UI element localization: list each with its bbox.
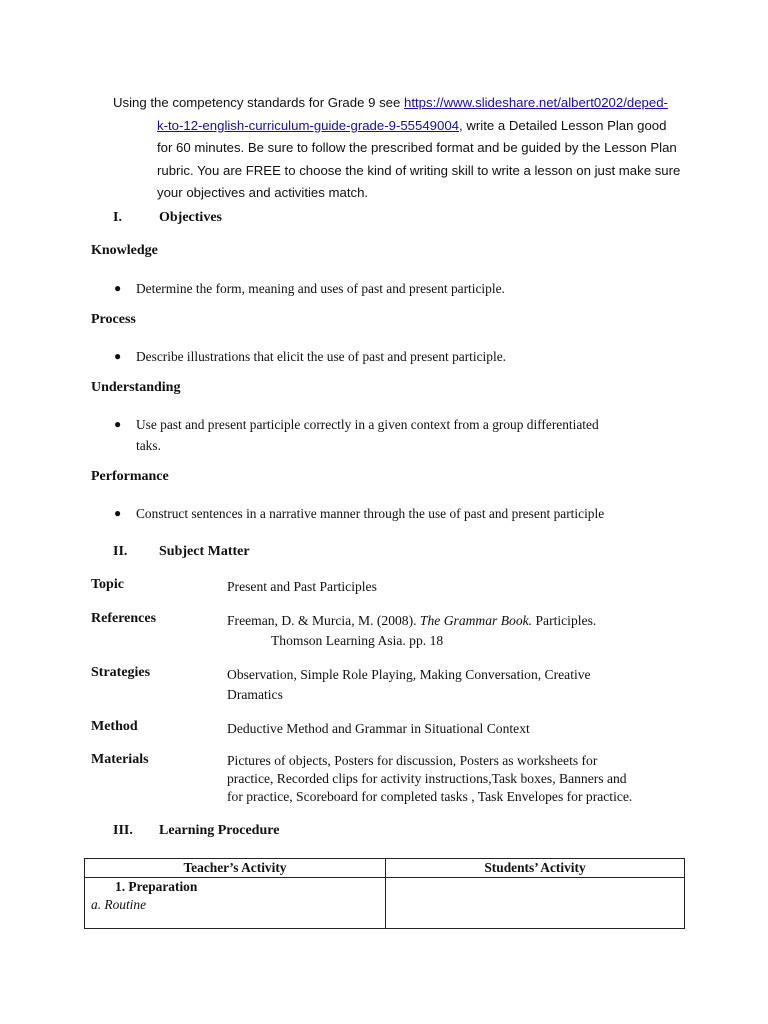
materials-label: Materials bbox=[91, 752, 149, 767]
intro-after-link: , write a Detailed Lesson Plan good bbox=[459, 117, 667, 133]
table-header-row bbox=[85, 859, 685, 878]
students-activity-cell bbox=[386, 878, 685, 929]
knowledge-item: ● Determine the form, meaning and uses of past and present participle. bbox=[136, 278, 696, 299]
materials-value: Pictures of objects, Posters for discussion, Posters as worksheets for practice, Recorded clips for activity instructions,Task boxes, Banners and for practice, Scoreboard for completed tasks , Task Envelopes for practice. bbox=[227, 753, 633, 804]
intro-line5: your objectives and activities match. bbox=[157, 185, 369, 200]
topic-label: Topic bbox=[91, 577, 124, 592]
instructions-paragraph bbox=[113, 92, 683, 205]
references-label: References bbox=[91, 611, 157, 626]
method-value: Deductive Method and Grammar in Situational Context bbox=[227, 721, 530, 736]
teacher-activity-cell bbox=[85, 878, 386, 929]
bullet-icon: ● bbox=[114, 506, 122, 520]
section-subject-matter-heading: II. Subject Matter bbox=[113, 544, 250, 559]
process-item: ● Describe illustrations that elicit the use of past and present participle. bbox=[136, 346, 696, 367]
references-value: Freeman, D. & Murcia, M. (2008). The Grammar Book. Participles. Thomson Learning Asia. pp. 18 bbox=[227, 613, 597, 648]
strategies-label: Strategies bbox=[91, 665, 151, 680]
curriculum-guide-link-continued[interactable]: k-to-12-english-curriculum-guide-grade-9-55549004 bbox=[157, 117, 460, 133]
curriculum-guide-link[interactable]: https://www.slideshare.net/albert0202/deped- bbox=[404, 95, 668, 110]
knowledge-label: Knowledge bbox=[91, 243, 158, 258]
intro-line3: for 60 minutes. Be sure to follow the prescribed format and be guided by the Lesson Plan bbox=[157, 140, 677, 155]
section-learning-procedure-heading: III. Learning Procedure bbox=[113, 823, 280, 838]
process-label: Process bbox=[91, 312, 136, 327]
step-preparation: 1. Preparation bbox=[115, 879, 198, 894]
performance-item: ● Construct sentences in a narrative manner through the use of past and present participle bbox=[136, 503, 716, 524]
intro-line4: rubric. You are FREE to choose the kind of writing skill to write a lesson on just make sure bbox=[157, 162, 681, 178]
understanding-item: ● Use past and present participle correctly in a given context from a group differentiated taks. bbox=[136, 414, 696, 456]
learning-procedure-table bbox=[84, 858, 685, 929]
students-activity-header: Students’ Activity bbox=[386, 859, 685, 878]
teacher-activity-header: Teacher’s Activity bbox=[85, 859, 386, 878]
method-label: Method bbox=[91, 719, 138, 734]
topic-value: Present and Past Participles bbox=[227, 579, 377, 594]
bullet-icon: ● bbox=[114, 349, 122, 363]
section-objectives-heading: I. Objectives bbox=[113, 210, 222, 225]
step-routine: a. Routine bbox=[91, 897, 147, 912]
intro-prefix: Using the competency standards for Grade 9 see bbox=[113, 95, 405, 110]
performance-label: Performance bbox=[91, 469, 169, 484]
bullet-icon: ● bbox=[114, 417, 122, 431]
table-row bbox=[85, 878, 685, 929]
understanding-label: Understanding bbox=[91, 380, 181, 395]
bullet-icon: ● bbox=[114, 281, 122, 295]
strategies-value: Observation, Simple Role Playing, Making Conversation, Creative Dramatics bbox=[227, 667, 591, 702]
